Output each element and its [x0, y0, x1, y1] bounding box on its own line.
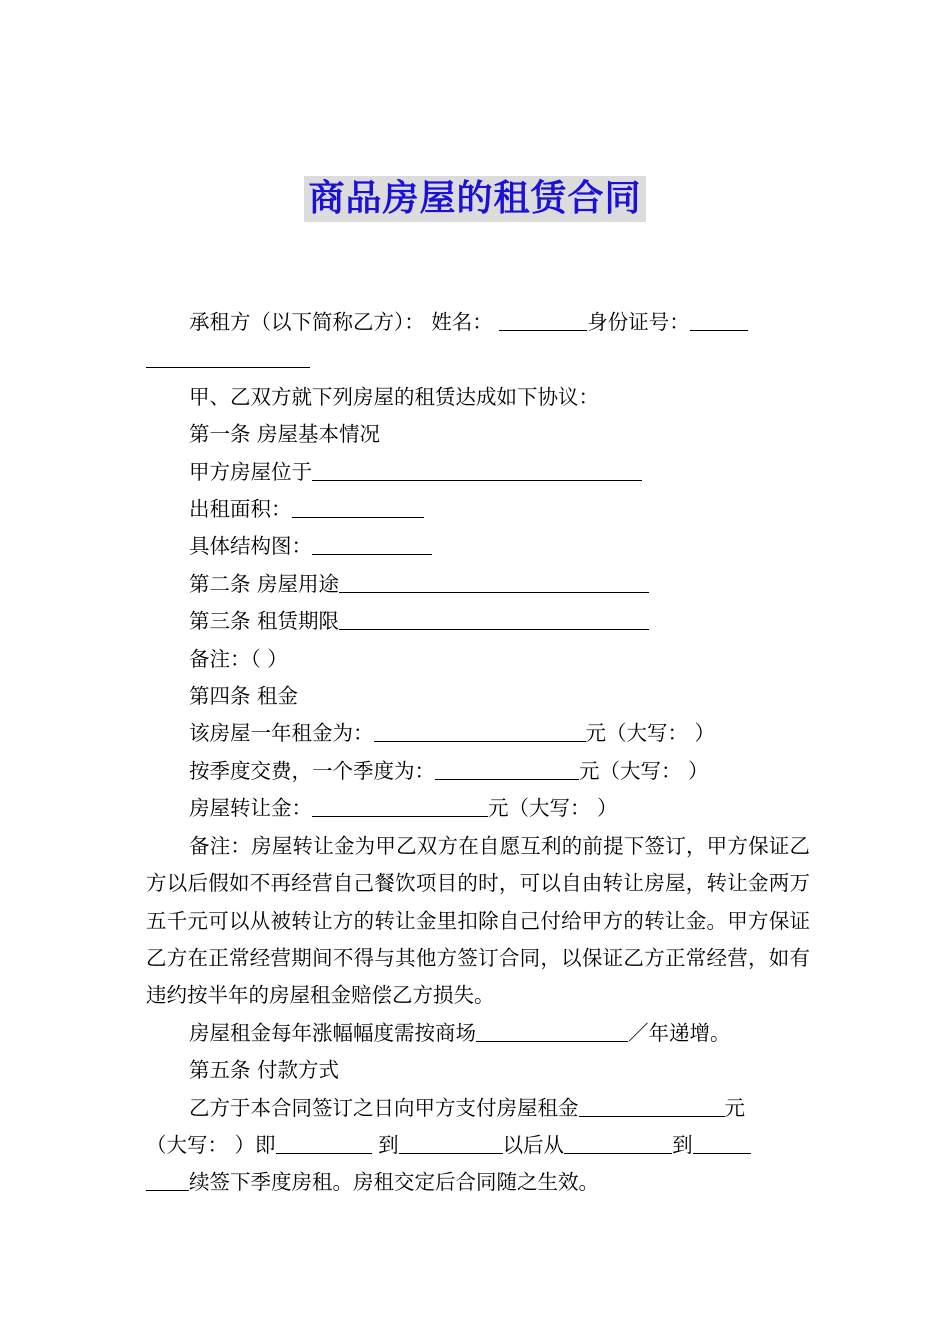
article-1-heading: 第一条 房屋基本情况 [189, 422, 381, 447]
article-3-heading: 第三条 租赁期限 [189, 609, 340, 634]
area-blank [292, 497, 424, 519]
transfer-label: 房屋转让金： [189, 796, 312, 821]
quarterly-line [146, 753, 810, 790]
tenant-line [146, 304, 810, 341]
quarterly-suffix: 元（大写： ） [579, 758, 709, 783]
payment-label: 乙方于本合同签订之日向甲方支付房屋租金 [189, 1095, 579, 1120]
contract-body [146, 304, 810, 1202]
next-from-blank [564, 1132, 672, 1154]
agreement-intro: 甲、乙双方就下列房屋的租赁达成如下协议： [189, 384, 599, 409]
payment-later: 以后从 [502, 1132, 565, 1157]
id-blank-part2 [146, 347, 310, 369]
id-blank-part1 [690, 310, 748, 332]
quarterly-blank [435, 758, 579, 780]
payment-line-2 [146, 1127, 810, 1164]
payment-line-3 [146, 1164, 810, 1201]
article-4-heading: 第四条 租金 [189, 684, 299, 709]
payment-daxie: （大写： ）即 [146, 1132, 276, 1157]
transfer-suffix: 元（大写： ） [488, 796, 618, 821]
term-blank [339, 609, 649, 631]
annual-rent-blank [374, 721, 586, 743]
article-5-heading: 第五条 付款方式 [189, 1058, 340, 1083]
id-label: 身份证号： [587, 310, 690, 334]
payment-to-1: 到 [378, 1132, 399, 1157]
next-to-blank-part1 [693, 1132, 751, 1154]
next-to-blank-part2 [146, 1170, 189, 1192]
note-1: 备注：（ ） [189, 646, 288, 671]
purpose-blank [339, 571, 649, 593]
date-to-blank [399, 1132, 503, 1154]
title-area [0, 176, 950, 222]
location-line [146, 454, 810, 491]
area-line [146, 491, 810, 528]
id-continuation-line [146, 341, 810, 378]
payment-to-2: 到 [672, 1132, 693, 1157]
payment-line-1 [146, 1090, 810, 1127]
payment-end: 续签下季度房租。房租交定后合同随之生效。 [189, 1170, 599, 1195]
date-from-blank [276, 1132, 372, 1154]
annual-rent-line [146, 715, 810, 752]
article-3-line [146, 603, 810, 640]
transfer-line [146, 790, 810, 827]
payment-yuan: 元 [724, 1095, 745, 1120]
transfer-blank [312, 796, 488, 818]
quarterly-label: 按季度交费，一个季度为： [189, 758, 435, 783]
area-label: 出租面积： [189, 497, 292, 522]
increase-label: 房屋租金每年涨幅幅度需按商场 [189, 1020, 476, 1045]
location-blank [312, 459, 642, 481]
structure-label: 具体结构图： [189, 534, 312, 559]
note-2-paragraph: 备注：房屋转让金为甲乙双方在自愿互利的前提下签订，甲方保证乙方以后假如不再经营自己餐饮项目的时，可以自由转让房屋，转让金两万五千元可以从被转让方的转让金里扣除自己付给甲方的转让金。甲方保证乙方在正常经营期间不得与其他方签订合同，以保证乙方正常经营，如有违约按半年的房屋租金赔偿乙方损失。 [146, 833, 810, 1008]
payment-amount-blank [579, 1095, 725, 1117]
annual-rent-label: 该房屋一年租金为： [189, 721, 374, 746]
document-title: 商品房屋的租赁合同 [304, 176, 645, 222]
increase-blank [476, 1020, 628, 1042]
annual-rent-suffix: 元（大写： ） [585, 721, 716, 746]
location-label: 甲方房屋位于 [189, 459, 312, 484]
structure-blank [312, 534, 432, 556]
tenant-label: 承租方（以下简称乙方）： 姓名： [189, 310, 493, 334]
article-2-line [146, 566, 810, 603]
structure-line [146, 528, 810, 565]
article-2-heading: 第二条 房屋用途 [189, 571, 340, 596]
increase-suffix: ／年递增。 [628, 1020, 731, 1045]
name-blank [499, 310, 587, 332]
increase-line [146, 1015, 810, 1052]
